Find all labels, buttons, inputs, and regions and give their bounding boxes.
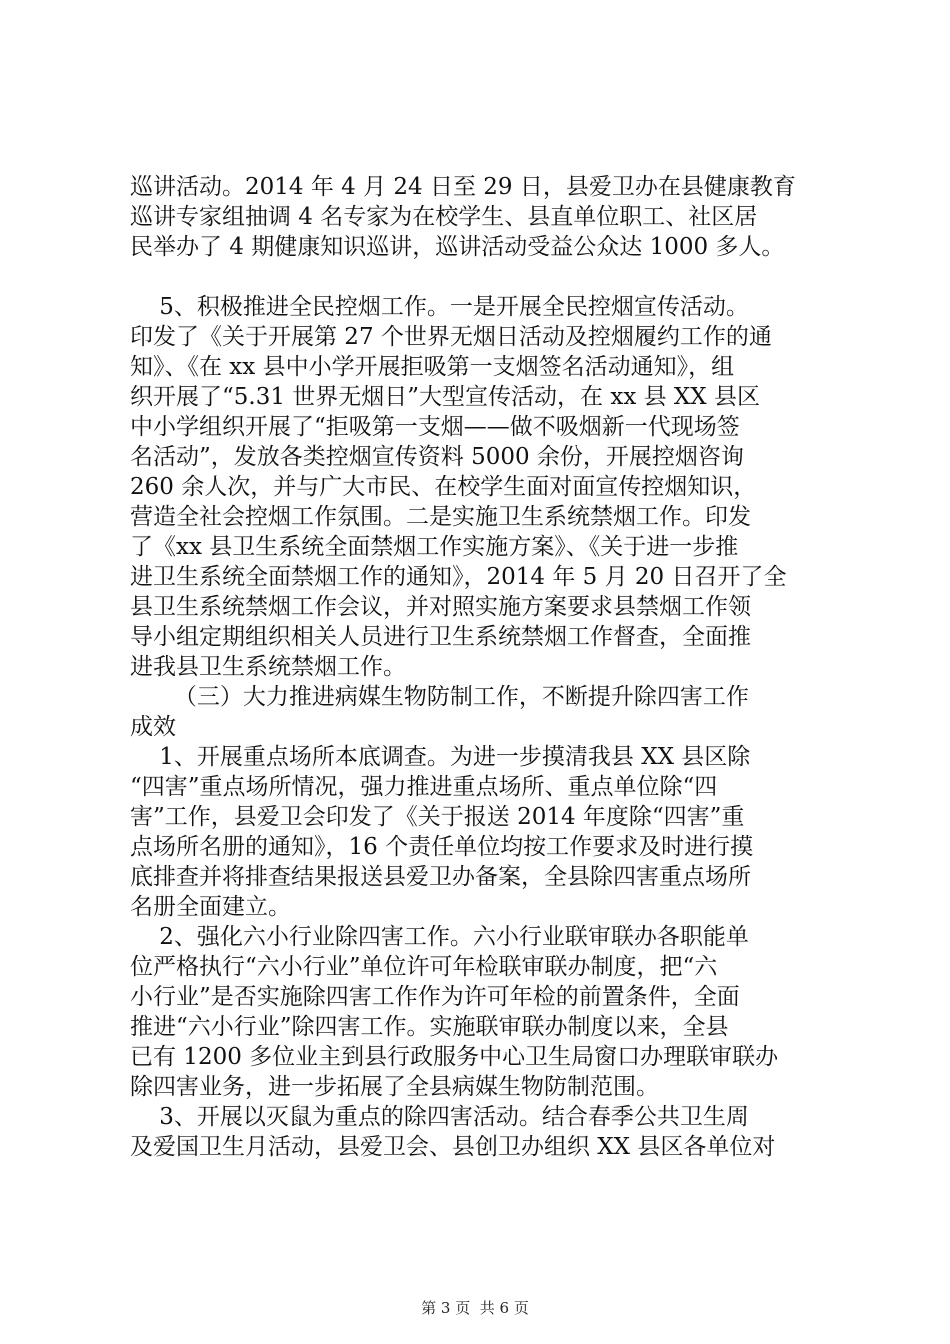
paragraph-line: 进我县卫生系统禁烟工作。 <box>130 654 406 680</box>
paragraph-line: 营造全社会控烟工作氛围。二是实施卫生系统禁烟工作。印发 <box>130 504 751 530</box>
paragraph-line: 名活动”，发放各类控烟宣传资料 5000 余份，开展控烟咨询 <box>130 444 744 470</box>
paragraph-line: 5、积极推进全民控烟工作。一是开展全民控烟宣传活动。 <box>130 294 749 320</box>
paragraph-line: 及爱国卫生月活动，县爱卫会、县创卫办组织 XX 县区各单位对 <box>130 1134 776 1160</box>
paragraph-line: 位严格执行“六小行业”单位许可年检联审联办制度，把“六 <box>130 954 718 980</box>
paragraph-line: 底排查并将排查结果报送县爱卫办备案，全县除四害重点场所 <box>130 864 751 890</box>
paragraph-line: 害”工作，县爱卫会印发了《关于报送 2014 年度除“四害”重 <box>130 804 745 830</box>
paragraph-line: 织开展了“5.31 世界无烟日”大型宣传活动，在 xx 县 XX 县区 <box>130 384 760 410</box>
paragraph-line: 1、开展重点场所本底调查。为进一步摸清我县 XX 县区除 <box>130 744 751 770</box>
paragraph-line: 印发了《关于开展第 27 个世界无烟日活动及控烟履约工作的通 <box>130 324 772 350</box>
paragraph-line: 导小组定期组织相关人员进行卫生系统禁烟工作督查，全面推 <box>130 624 751 650</box>
paragraph-line: “四害”重点场所情况，强力推进重点场所、重点单位除“四 <box>130 774 718 800</box>
paragraph-line: 点场所名册的通知》，16 个责任单位均按工作要求及时进行摸 <box>130 834 754 860</box>
paragraph-line: 成效 <box>130 714 176 740</box>
paragraph-line: 巡讲活动。2014 年 4 月 24 日至 29 日，县爱卫办在县健康教育 <box>130 174 796 200</box>
paragraph-line: （三）大力推进病媒生物防制工作，不断提升除四害工作 <box>130 684 749 710</box>
paragraph-line: 巡讲专家组抽调 4 名专家为在校学生、县直单位职工、社区居 <box>130 204 758 230</box>
paragraph-line: 已有 1200 多位业主到县行政服务中心卫生局窗口办理联审联办 <box>130 1044 779 1070</box>
paragraph-line: 小行业”是否实施除四害工作作为许可年检的前置条件，全面 <box>130 984 740 1010</box>
paragraph-line: 进卫生系统全面禁烟工作的通知》，2014 年 5 月 20 日召开了全 <box>130 564 787 590</box>
paragraph-line: 3、开展以灭鼠为重点的除四害活动。结合春季公共卫生周 <box>130 1104 749 1130</box>
paragraph-line: 2、强化六小行业除四害工作。六小行业联审联办各职能单 <box>130 924 749 950</box>
paragraph-line: 中小学组织开展了“拒吸第一支烟——做不吸烟新一代现场签 <box>130 414 740 440</box>
page-footer: 第 3 页 共 6 页 <box>421 1299 529 1317</box>
paragraph-line: 推进“六小行业”除四害工作。实施联审联办制度以来，全县 <box>130 1014 729 1040</box>
paragraph-line: 名册全面建立。 <box>130 894 291 920</box>
paragraph-line <box>130 262 830 292</box>
paragraph-line: 县卫生系统禁烟工作会议，并对照实施方案要求县禁烟工作领 <box>130 594 751 620</box>
paragraph-line: 了《xx 县卫生系统全面禁烟工作实施方案》、《关于进一步推 <box>130 534 739 560</box>
paragraph-line: 除四害业务，进一步拓展了全县病媒生物防制范围。 <box>130 1074 659 1100</box>
paragraph-line: 260 余人次，并与广大市民、在校学生面对面宣传控烟知识， <box>130 474 757 500</box>
paragraph-line: 知》、《在 xx 县中小学开展拒吸第一支烟签名活动通知》，组 <box>130 354 735 380</box>
document-body <box>130 172 830 1162</box>
paragraph-line: 民举办了 4 期健康知识巡讲，巡讲活动受益公众达 1000 多人。 <box>130 234 785 260</box>
